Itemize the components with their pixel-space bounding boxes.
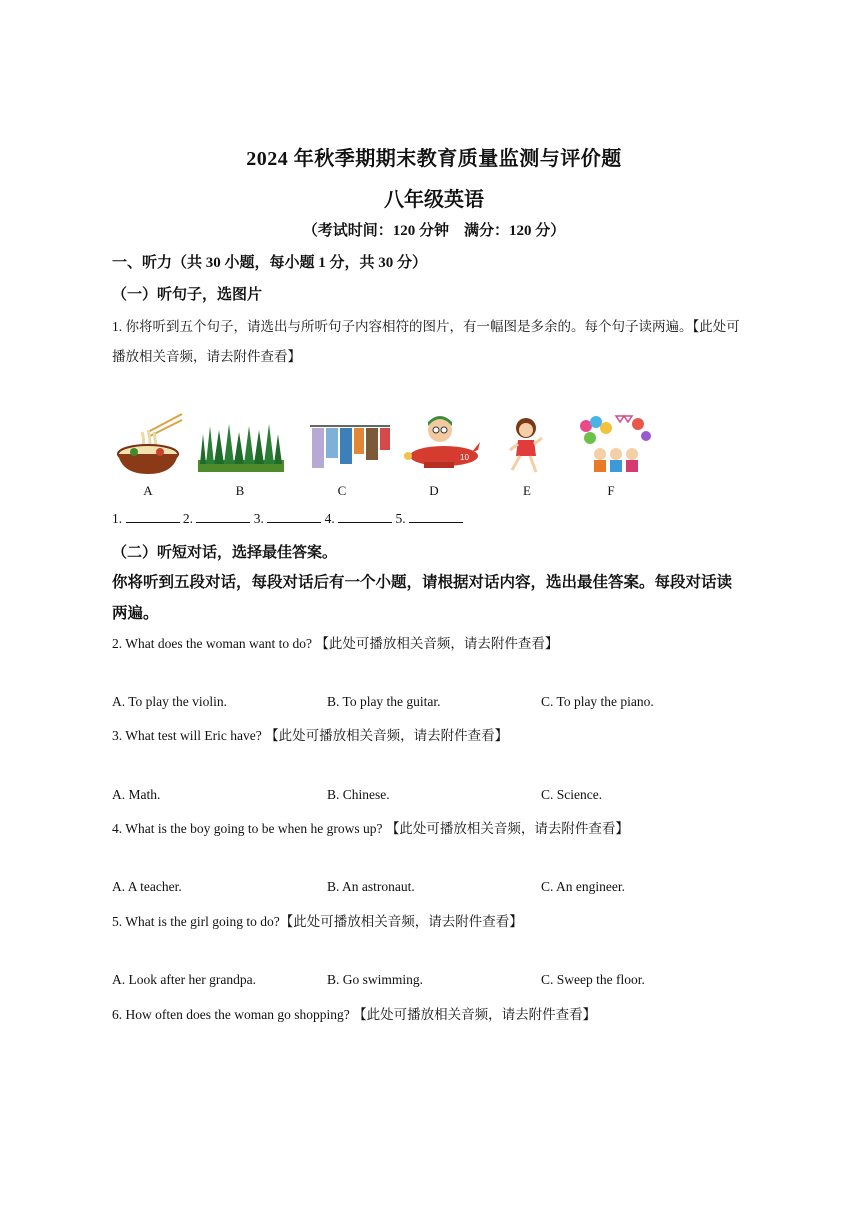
q5-option-a[interactable]: A. Look after her grandpa. (112, 972, 256, 987)
question-4: 4. What is the boy going to be when he grows up? 【此处可播放相关音频，请去附件查看】 (112, 821, 629, 836)
boy-airplane-icon (402, 412, 482, 476)
q2-option-a[interactable]: A. To play the violin. (112, 694, 228, 709)
exam-info: （考试时间：120 分钟 满分：120 分） (302, 223, 566, 239)
q4-option-b[interactable]: B. An astronaut. (327, 879, 415, 894)
blank-line (409, 521, 463, 523)
blank-label: 4. (324, 511, 335, 526)
clothes-rack-icon (308, 420, 392, 472)
q3-option-c[interactable]: C. Science. (541, 787, 603, 802)
blank-label: 2. (182, 511, 193, 526)
part2-instruction-line1: 你将听到五段对话，每段对话后有一个小题，请根据对话内容，选出最佳答案。每段对话读 (112, 574, 733, 591)
q5-option-b[interactable]: B. Go swimming. (327, 972, 424, 987)
answer-blanks-row (112, 511, 463, 527)
blank-label: 5. (395, 511, 406, 526)
blank-line (338, 521, 392, 523)
party-balloons-icon (576, 414, 652, 476)
blank-label: 1. (112, 511, 123, 526)
part1-heading: （一）听句子，选图片 (112, 287, 263, 303)
blank-line (196, 521, 250, 523)
picture-label-a: A (143, 483, 153, 498)
blank-line (267, 521, 321, 523)
q2-option-c[interactable]: C. To play the piano. (541, 694, 654, 709)
blank-label: 3. (253, 511, 264, 526)
part2-heading: （二）听短对话，选择最佳答案。 (112, 545, 338, 561)
answer-blank-1[interactable] (112, 511, 180, 526)
answer-blank-3[interactable] (254, 511, 322, 526)
q3-option-a[interactable]: A. Math. (112, 787, 161, 802)
question-6: 6. How often does the woman go shopping? 【此处可播放相关音频，请去附件查看】 (112, 1007, 597, 1022)
q3-option-b[interactable]: B. Chinese. (327, 787, 390, 802)
blank-line (126, 521, 180, 523)
part2-instruction-line2: 两遍。 (112, 605, 159, 622)
picture-label-c: C (337, 483, 347, 498)
question-5: 5. What is the girl going to do?【此处可播放相关音频，请去附件查看】 (112, 914, 523, 929)
section-heading-listening: 一、听力（共 30 小题，每小题 1 分，共 30 分） (112, 255, 428, 271)
question-3: 3. What test will Eric have? 【此处可播放相关音频，请去附件查看】 (112, 728, 509, 743)
document-title: 2024 年秋季期期末教育质量监测与评价题 (246, 148, 622, 170)
q5-option-c[interactable]: C. Sweep the floor. (541, 972, 645, 987)
q2-option-b[interactable]: B. To play the guitar. (327, 694, 441, 709)
part1-instruction-line1: 1. 你将听到五个句子，请选出与所听句子内容相符的图片，有一幅图是多余的。每个句子读两遍。【此处可 (112, 319, 740, 334)
picture-label-b: B (235, 483, 245, 498)
svg-text:10: 10 (460, 453, 469, 462)
document-subtitle: 八年级英语 (384, 189, 484, 211)
answer-blank-2[interactable] (183, 511, 251, 526)
q4-option-a[interactable]: A. A teacher. (112, 879, 182, 894)
answer-blank-5[interactable] (396, 511, 464, 526)
question-2: 2. What does the woman want to do? 【此处可播放相关音频，请去附件查看】 (112, 636, 559, 651)
forest-trees-icon (198, 420, 284, 472)
part1-instruction-line2: 播放相关音频，请去附件查看】 (112, 349, 301, 364)
picture-label-f: F (607, 483, 615, 498)
noodles-bowl-icon (112, 410, 184, 476)
q4-option-c[interactable]: C. An engineer. (541, 879, 625, 894)
picture-label-e: E (523, 483, 531, 498)
picture-label-d: D (429, 483, 439, 498)
girl-running-icon (506, 416, 546, 476)
answer-blank-4[interactable] (325, 511, 393, 526)
